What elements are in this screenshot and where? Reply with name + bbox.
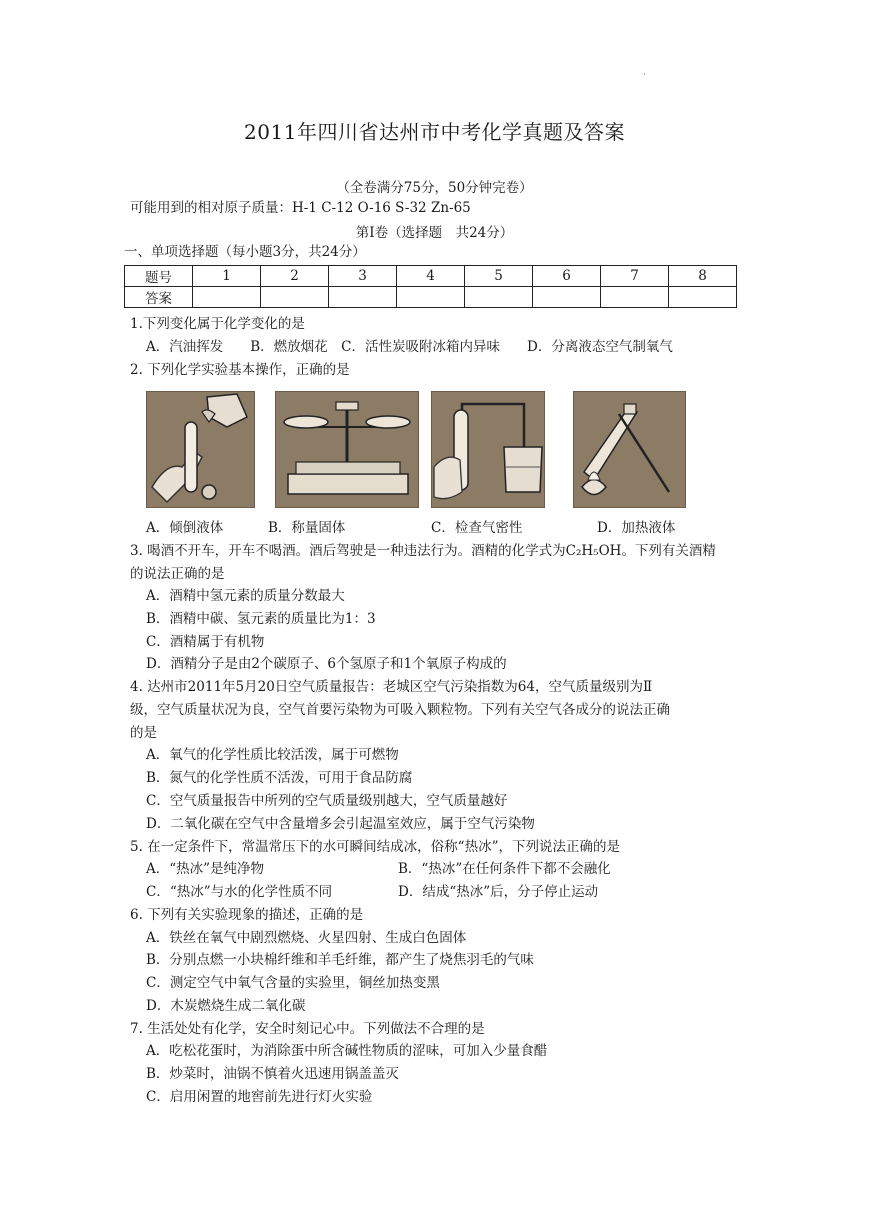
q7-stem: 7. 生活处处有化学，安全时刻记心中。下列做法不合理的是 [130, 1021, 485, 1037]
airtightness-check-photo [431, 391, 545, 508]
q4-option-b: B．氮气的化学性质不活泼，可用于食品防腐 [146, 770, 413, 786]
table-header-cell: 题号 [125, 266, 193, 287]
question-number-cell: 6 [533, 266, 601, 287]
q2-option-c: C．检查气密性 [431, 520, 523, 536]
q2-option-b: B．称量固体 [268, 520, 346, 536]
airtightness-check-icon [432, 392, 544, 507]
q1-stem: 1.下列变化属于化学变化的是 [130, 316, 305, 332]
q5-option-c: C．“热冰”与水的化学性质不同 [146, 884, 333, 900]
table-row [125, 287, 737, 308]
page-title: 2011年四川省达州市中考化学真题及答案 [244, 120, 625, 144]
answer-cell[interactable] [669, 287, 737, 308]
q6-option-c: C．测定空气中氧气含量的实验里，铜丝加热变黑 [146, 975, 440, 991]
q5-option-d: D．结成“热冰”后，分子停止运动 [398, 884, 599, 900]
q4-stem-line1: 4. 达州市2011年5月20日空气质量报告：老城区空气污染指数为64，空气质量级别为Ⅱ [130, 679, 653, 695]
speck-mark: · [643, 70, 646, 80]
q5-option-a: A．“热冰”是纯净物 [146, 861, 265, 877]
table-header-cell: 答案 [125, 287, 193, 308]
q6-stem: 6. 下列有关实验现象的描述，正确的是 [130, 907, 364, 923]
q2-option-a: A．倾倒液体 [146, 520, 224, 536]
answer-cell[interactable] [261, 287, 329, 308]
q3-option-a: A．酒精中氢元素的质量分数最大 [146, 588, 345, 604]
question-number-cell: 3 [329, 266, 397, 287]
part1-title: 第Ⅰ卷（选择题 共24分） [355, 225, 514, 241]
q6-option-b: B．分别点燃一小块棉纤维和羊毛纤维，都产生了烧焦羽毛的气味 [146, 952, 534, 968]
q1-options: A．汽油挥发 B．燃放烟花 C．活性炭吸附冰箱内异味 D．分离液态空气制氧气 [146, 339, 673, 355]
q4-stem-line3: 的是 [130, 725, 157, 741]
answer-cell[interactable] [601, 287, 669, 308]
q5-stem: 5. 在一定条件下，常温常压下的水可瞬间结成冰，俗称“热冰”，下列说法正确的是 [130, 839, 620, 855]
pour-liquid-photo [146, 391, 255, 508]
answer-cell[interactable] [465, 287, 533, 308]
q3-option-d: D．酒精分子是由2个碳原子、6个氢原子和1个氧原子构成的 [146, 656, 507, 672]
q4-option-d: D．二氧化碳在空气中含量增多会引起温室效应，属于空气污染物 [146, 816, 535, 832]
answer-cell[interactable] [533, 287, 601, 308]
answer-table [124, 265, 737, 308]
q3-option-b: B．酒精中碳、氢元素的质量比为1：3 [146, 611, 376, 627]
q5-option-b: B．“热冰”在任何条件下都不会融化 [398, 861, 611, 877]
subtitle: （全卷满分75分，50分钟完卷） [336, 180, 533, 196]
answer-cell[interactable] [193, 287, 261, 308]
q4-stem-line2: 级，空气质量状况为良，空气首要污染物为可吸入颗粒物。下列有关空气各成分的说法正确 [130, 702, 670, 718]
atomic-masses: 可能用到的相对原子质量：H-1 C-12 O-16 S-32 Zn-65 [130, 200, 471, 216]
question-number-cell: 8 [669, 266, 737, 287]
q3-option-c: C．酒精属于有机物 [146, 634, 265, 650]
heat-liquid-photo [573, 391, 686, 508]
q6-option-d: D．木炭燃烧生成二氧化碳 [146, 998, 306, 1014]
pour-liquid-icon [147, 392, 254, 507]
balance-scale-photo [275, 391, 419, 508]
q3-stem-line1: 3. 喝酒不开车，开车不喝酒。酒后驾驶是一种违法行为。酒精的化学式为C₂H₅OH。下列有关酒精 [130, 543, 716, 559]
question-number-cell: 2 [261, 266, 329, 287]
q3-stem-line2: 的说法正确的是 [130, 566, 225, 582]
heat-liquid-icon [574, 392, 685, 507]
balance-scale-icon [276, 392, 418, 507]
table-row [125, 266, 737, 287]
question-number-cell: 4 [397, 266, 465, 287]
q7-option-a: A．吃松花蛋时，为消除蛋中所含碱性物质的涩味，可加入少量食醋 [146, 1043, 548, 1059]
q7-option-c: C．启用闲置的地窖前先进行灯火实验 [146, 1089, 373, 1105]
q7-option-b: B．炒菜时，油锅不慎着火迅速用锅盖盖灭 [146, 1066, 399, 1082]
question-number-cell: 1 [193, 266, 261, 287]
q4-option-c: C．空气质量报告中所列的空气质量级别越大，空气质量越好 [146, 793, 508, 809]
section1-heading: 一、单项选择题（每小题3分，共24分） [124, 244, 366, 260]
q4-option-a: A．氧气的化学性质比较活泼，属于可燃物 [146, 747, 399, 763]
answer-cell[interactable] [329, 287, 397, 308]
q2-stem: 2. 下列化学实验基本操作，正确的是 [130, 362, 350, 378]
q6-option-a: A．铁丝在氧气中剧烈燃烧、火星四射、生成白色固体 [146, 930, 467, 946]
q2-option-d: D．加热液体 [597, 520, 676, 536]
question-number-cell: 5 [465, 266, 533, 287]
question-number-cell: 7 [601, 266, 669, 287]
answer-cell[interactable] [397, 287, 465, 308]
